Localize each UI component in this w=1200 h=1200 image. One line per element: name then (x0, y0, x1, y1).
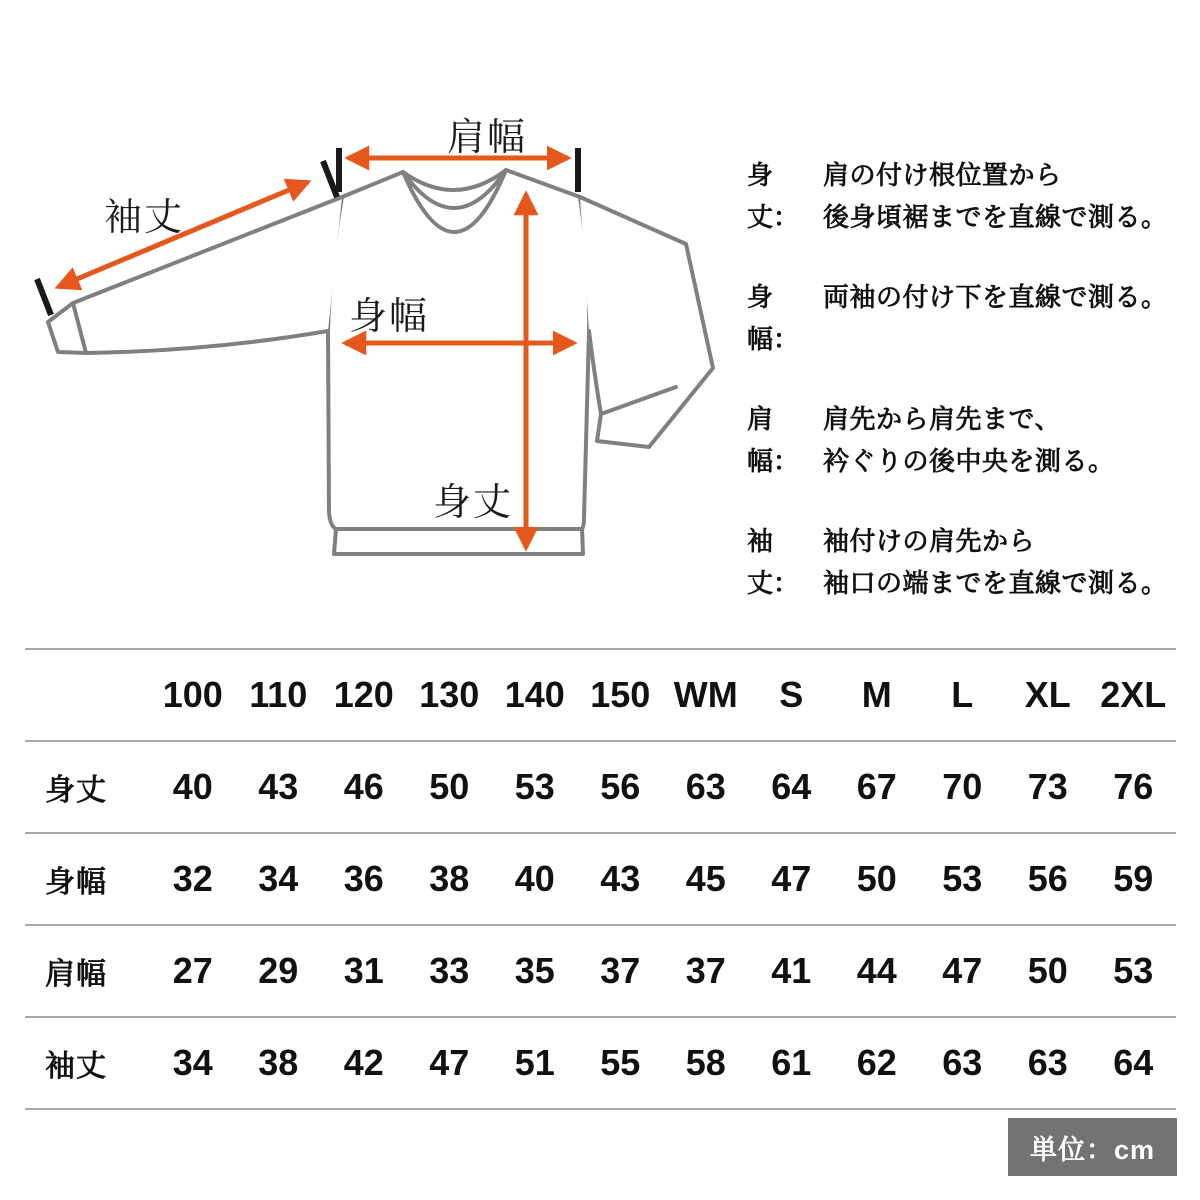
value-cell: 38 (429, 858, 470, 899)
definition-text: 袖口の端までを直線で測る。 (823, 568, 1168, 598)
value-cell: 40 (172, 766, 213, 807)
value-cell: 61 (771, 1042, 812, 1083)
definition-term: 肩幅： (747, 404, 800, 476)
value-cell: 37 (685, 950, 726, 991)
value-cell: 42 (343, 1042, 384, 1083)
value-cell: 76 (1113, 766, 1154, 807)
definition-term: 身丈： (747, 160, 800, 232)
diagram-label-sleeve-length: 袖丈 (104, 197, 185, 239)
row-label: 袖丈 (45, 1050, 107, 1083)
column-header: S (779, 674, 804, 715)
value-cell: 40 (514, 858, 555, 899)
definition-term: 身幅： (747, 282, 800, 354)
value-cell: 44 (856, 950, 897, 991)
value-cell: 43 (258, 766, 299, 807)
value-cell: 58 (685, 1042, 726, 1083)
value-cell: 64 (1113, 1042, 1154, 1083)
value-cell: 33 (429, 950, 470, 991)
value-cell: 32 (172, 858, 213, 899)
value-cell: 36 (343, 858, 384, 899)
column-header: 120 (333, 674, 394, 715)
definition-text: 肩の付け根位置から (823, 160, 1062, 190)
definition-text: 後身頃裾までを直線で測る。 (823, 202, 1168, 232)
column-header: 130 (419, 674, 480, 715)
tick-mark-sleeve-top (323, 161, 337, 197)
definition-term: 袖丈： (747, 526, 800, 598)
column-header: 100 (162, 674, 223, 715)
size-table-row (25, 1016, 1176, 1108)
tick-mark-sleeve-bottom (37, 279, 51, 315)
column-header: 2XL (1100, 674, 1167, 715)
definition-sleeve-length (747, 520, 1187, 604)
value-cell: 46 (343, 766, 384, 807)
diagram-label-body-length: 身丈 (433, 482, 514, 524)
diagram-label-body-width: 身幅 (349, 296, 430, 338)
value-cell: 70 (942, 766, 983, 807)
value-cell: 62 (856, 1042, 897, 1083)
value-cell: 37 (600, 950, 641, 991)
value-cell: 29 (258, 950, 299, 991)
value-cell: 45 (685, 858, 726, 899)
value-cell: 53 (942, 858, 983, 899)
definition-text: 衿ぐりの後中央を測る。 (823, 446, 1115, 476)
value-cell: 47 (429, 1042, 470, 1083)
row-label: 身丈 (45, 774, 107, 807)
value-cell: 56 (600, 766, 641, 807)
value-cell: 50 (1027, 950, 1068, 991)
definition-text: 両袖の付け下を直線で測る。 (823, 282, 1168, 312)
value-cell: 34 (258, 858, 299, 899)
hem-band (334, 529, 583, 554)
column-header: L (951, 674, 974, 715)
measurement-definitions (747, 154, 1187, 642)
value-cell: 35 (514, 950, 555, 991)
row-label: 肩幅 (45, 958, 107, 991)
value-cell: 50 (429, 766, 470, 807)
value-cell: 34 (172, 1042, 213, 1083)
column-header: M (861, 674, 892, 715)
definition-shoulder-width (747, 398, 1187, 482)
unit-badge: 単位：cm (1008, 1118, 1177, 1176)
value-cell: 53 (1113, 950, 1154, 991)
value-cell: 50 (856, 858, 897, 899)
size-table-row (25, 832, 1176, 924)
definition-body-length (747, 154, 1187, 238)
diagram-label-shoulder-width: 肩幅 (447, 117, 528, 159)
row-label: 身幅 (45, 866, 107, 899)
value-cell: 73 (1027, 766, 1068, 807)
size-table-header-row (25, 648, 1176, 740)
size-table-row (25, 924, 1176, 1016)
value-cell: 53 (514, 766, 555, 807)
value-cell: 67 (856, 766, 897, 807)
value-cell: 47 (771, 858, 812, 899)
column-header: WM (673, 674, 738, 715)
value-cell: 56 (1027, 858, 1068, 899)
value-cell: 63 (942, 1042, 983, 1083)
value-cell: 55 (600, 1042, 641, 1083)
value-cell: 51 (514, 1042, 555, 1083)
value-cell: 64 (771, 766, 812, 807)
value-cell: 47 (942, 950, 983, 991)
right-sleeve (580, 197, 713, 447)
definition-text: 肩先から肩先まで、 (823, 404, 1061, 434)
value-cell: 63 (1027, 1042, 1068, 1083)
definition-body-width (747, 276, 1187, 360)
value-cell: 38 (258, 1042, 299, 1083)
column-header: 140 (504, 674, 565, 715)
value-cell: 31 (343, 950, 384, 991)
size-table-row (25, 740, 1176, 832)
definition-text: 袖付けの肩先から (823, 526, 1036, 556)
value-cell: 43 (600, 858, 641, 899)
value-cell: 59 (1113, 858, 1154, 899)
column-header: 110 (249, 674, 308, 715)
size-table (25, 648, 1176, 1110)
value-cell: 41 (771, 950, 812, 991)
column-header: XL (1024, 674, 1071, 715)
column-header: 150 (590, 674, 651, 715)
value-cell: 27 (172, 950, 213, 991)
value-cell: 63 (685, 766, 726, 807)
